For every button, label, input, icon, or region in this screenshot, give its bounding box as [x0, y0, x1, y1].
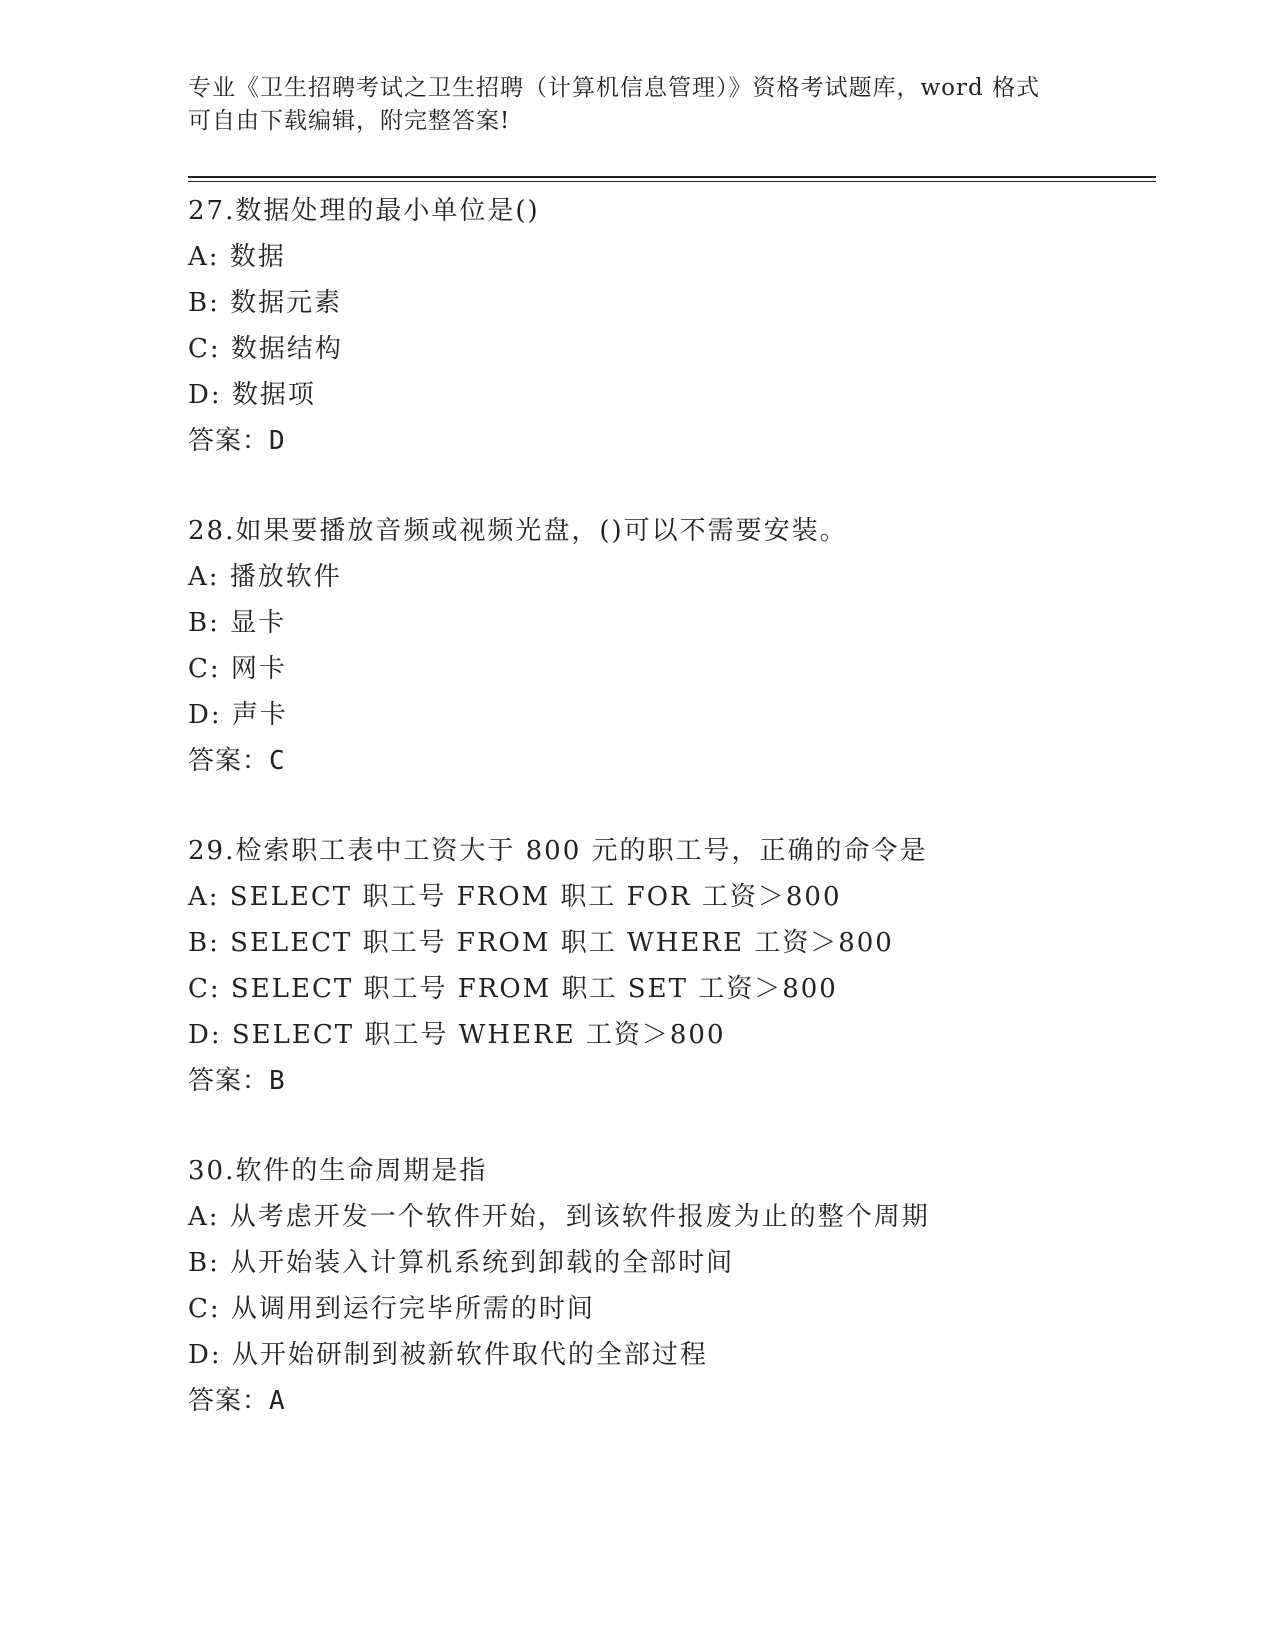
question-29 — [188, 828, 1188, 1104]
header-line-2: 可自由下载编辑，附完整答案! — [188, 108, 511, 134]
option-d: D: 数据项 — [188, 380, 316, 410]
option-a: A: SELECT 职工号 FROM 职工 FOR 工资＞800 — [188, 882, 842, 912]
option-a: A: 播放软件 — [188, 562, 342, 592]
option-d: D: 声卡 — [188, 700, 288, 730]
option-d: D: 从开始研制到被新软件取代的全部过程 — [188, 1340, 708, 1370]
question-stem: 27.数据处理的最小单位是() — [188, 196, 540, 226]
question-stem: 29.检索职工表中工资大于 800 元的职工号，正确的命令是 — [188, 836, 928, 866]
question-27 — [188, 188, 1188, 464]
option-c: C: 网卡 — [188, 654, 287, 684]
option-b: B: 从开始装入计算机系统到卸载的全部时间 — [188, 1248, 735, 1278]
option-a: A: 从考虑开发一个软件开始，到该软件报废为止的整个周期 — [188, 1202, 930, 1232]
question-stem: 28.如果要播放音频或视频光盘，()可以不需要安装。 — [188, 516, 848, 546]
option-c: C: SELECT 职工号 FROM 职工 SET 工资＞800 — [188, 974, 838, 1004]
option-b: B: 显卡 — [188, 608, 287, 638]
header-line-1: 专业《卫生招聘考试之卫生招聘（计算机信息管理）》资格考试题库，word 格式 — [188, 75, 1041, 101]
option-c: C: 数据结构 — [188, 334, 343, 364]
document-header — [188, 72, 1088, 138]
question-30 — [188, 1148, 1188, 1424]
option-d: D: SELECT 职工号 WHERE 工资＞800 — [188, 1020, 726, 1050]
answer-line: 答案：C — [188, 746, 286, 776]
header-divider — [188, 176, 1156, 182]
question-28 — [188, 508, 1188, 784]
option-b: B: 数据元素 — [188, 288, 343, 318]
option-c: C: 从调用到运行完毕所需的时间 — [188, 1294, 595, 1324]
question-stem: 30.软件的生命周期是指 — [188, 1156, 488, 1186]
answer-line: 答案：A — [188, 1386, 286, 1416]
option-b: B: SELECT 职工号 FROM 职工 WHERE 工资＞800 — [188, 928, 894, 958]
answer-line: 答案：D — [188, 426, 286, 456]
option-a: A: 数据 — [188, 242, 286, 272]
answer-line: 答案：B — [188, 1066, 286, 1096]
